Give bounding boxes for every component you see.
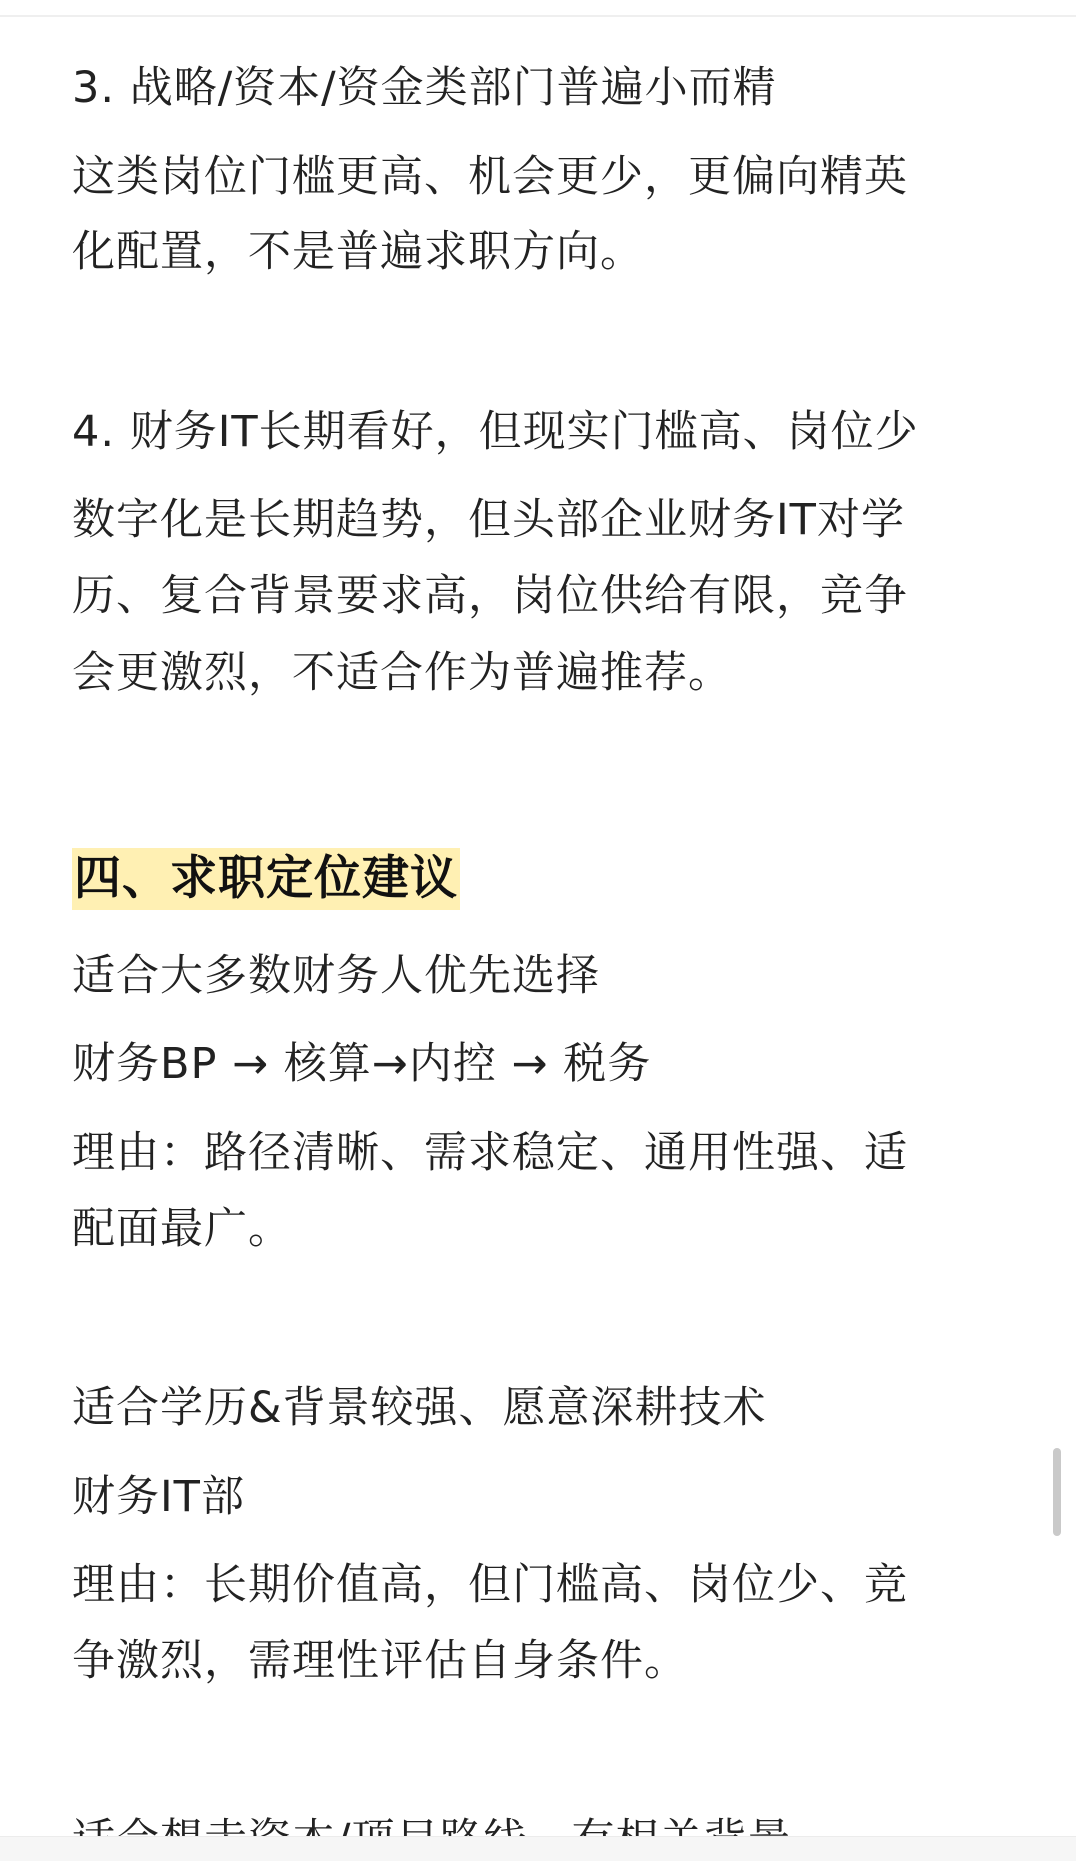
group-2-roles: 财务IT部 [72,1472,245,1522]
item-3-body-line-1: 这类岗位门槛更高、机会更少，更偏向精英 [72,152,908,202]
group-2-reason-line-1: 理由：长期价值高，但门槛高、岗位少、竞 [72,1560,908,1610]
bottom-edge-bar [0,1836,1076,1861]
vertical-scrollbar[interactable] [1053,1448,1061,1536]
item-4-body-line-1: 数字化是长期趋势，但头部企业财务IT对学 [72,495,905,545]
section-4-heading: 四、求职定位建议 [72,848,460,910]
group-1-reason-line-1: 理由：路径清晰、需求稳定、通用性强、适 [72,1128,908,1178]
group-2-title: 适合学历&背景较强、愿意深耕技术 [72,1383,767,1433]
item-4-body-line-2: 历、复合背景要求高，岗位供给有限，竞争 [72,571,908,621]
item-3-title: 3. 战略/资本/资金类部门普遍小而精 [72,63,777,113]
group-2-reason-line-2: 争激烈，需理性评估自身条件。 [72,1636,688,1686]
group-1-roles: 财务BP → 核算→内控 → 税务 [72,1039,652,1089]
item-3-body-line-2: 化配置，不是普遍求职方向。 [72,227,644,277]
item-4-body-line-3: 会更激烈，不适合作为普遍推荐。 [72,648,732,698]
group-1-reason-line-2: 配面最广。 [72,1204,292,1254]
top-divider [0,15,1076,17]
item-4-title: 4. 财务IT长期看好，但现实门槛高、岗位少 [72,407,919,457]
group-1-title: 适合大多数财务人优先选择 [72,951,600,1001]
